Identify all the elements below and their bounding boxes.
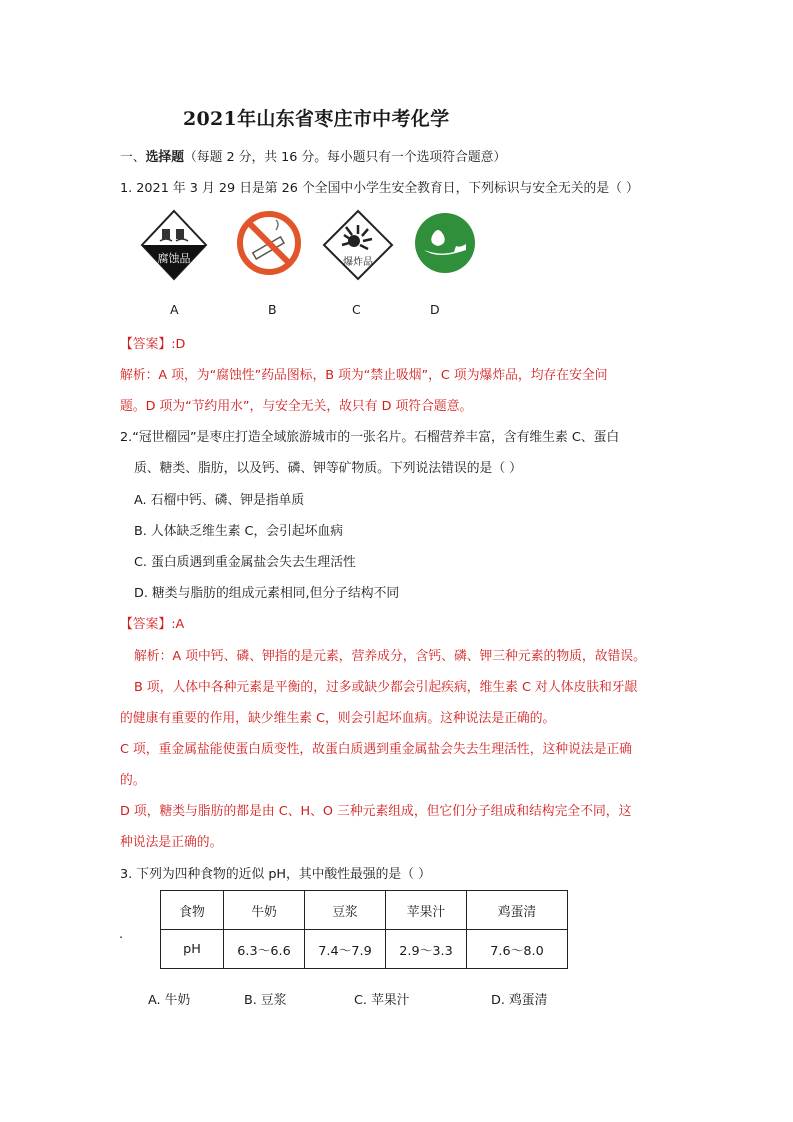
table-cell: pH [161, 930, 224, 969]
q1-analysis-line: 解析：A 项，为“腐蚀性”药品图标，B 项为“禁止吸烟”，C 项为爆炸品，均存在安全问 [120, 368, 608, 383]
q3-stem: 3. 下列为四种食物的近似 pH，其中酸性最强的是（ ） [120, 867, 431, 882]
q2-option-a: A. 石榴中钙、磷、钾是指单质 [134, 493, 305, 508]
q2-option-b: B. 人体缺乏维生素 C，会引起坏血病 [134, 524, 344, 539]
q1-analysis-line: 题。D 项为“节约用水”，与安全无关，故只有 D 项符合题意。 [120, 399, 473, 414]
q3-option-d: D. 鸡蛋清 [491, 993, 548, 1008]
table-row [161, 930, 568, 969]
sign-label-b: B [268, 302, 277, 317]
q3-option-b: B. 豆浆 [244, 993, 287, 1008]
explosive-sign-icon [322, 209, 394, 285]
table-cell: 2.9～3.3 [386, 930, 467, 969]
q1-stem: 1. 2021 年 3 月 29 日是第 26 个全国中小学生安全教育日，下列标识与安全无关的是（ ） [120, 181, 639, 196]
q2-analysis-line: 种说法是正确的。 [120, 835, 223, 850]
q2-answer: 【答案】:A [120, 617, 185, 632]
section-name: 选择题 [145, 150, 184, 165]
q2-analysis-line: 的。 [120, 773, 146, 788]
q2-analysis-line: 的健康有重要的作用，缺少维生素 C，则会引起坏血病。这种说法是正确的。 [120, 711, 556, 726]
q2-analysis-line: C 项，重金属盐能使蛋白质变性，故蛋白质遇到重金属盐会失去生理活性，这种说法是正确 [120, 742, 633, 757]
table-header-cell: 牛奶 [224, 891, 305, 930]
q2-option-c: C. 蛋白质遇到重金属盐会失去生理活性 [134, 555, 356, 570]
no-smoking-sign-icon [236, 210, 302, 280]
section-heading [120, 146, 506, 165]
table-header-cell: 食物 [161, 891, 224, 930]
q2-analysis-line: B 项，人体中各种元素是平衡的，过多或缺少都会引起疾病，维生素 C 对人体皮肤和牙龈 [134, 680, 638, 695]
sign-label-a: A [170, 302, 179, 317]
table-row [161, 891, 568, 930]
q2-analysis-line: D 项，糖类与脂肪的都是由 C、H、O 三种元素组成，但它们分子组成和结构完全不同，这 [120, 804, 632, 819]
table-cell: 7.4～7.9 [305, 930, 386, 969]
q2-analysis-line: 解析：A 项中钙、磷、钾指的是元素，营养成分，含钙、磷、钾三种元素的物质，故错误。 [134, 649, 646, 664]
section-prefix: 一、 [120, 150, 146, 165]
sign-c-text: 爆炸品 [343, 257, 373, 268]
q2-stem-line: 2.“冠世榴园”是枣庄打造全域旅游城市的一张名片。石榴营养丰富，含有维生素 C、蛋白 [120, 430, 620, 445]
q2-stem-line: 质、糖类、脂肪，以及钙、磷、钾等矿物质。下列说法错误的是（ ） [134, 461, 522, 476]
table-header-cell: 鸡蛋清 [467, 891, 568, 930]
q2-option-d: D. 糖类与脂肪的组成元素相同,但分子结构不同 [134, 586, 400, 601]
corrosive-sign-icon [140, 209, 208, 285]
section-note: （每题 2 分，共 16 分。每小题只有一个选项符合题意） [183, 150, 507, 165]
table-header-cell: 豆浆 [305, 891, 386, 930]
sign-a-text: 腐蚀品 [157, 252, 191, 265]
q3-option-c: C. 苹果汁 [354, 993, 410, 1008]
sign-label-d: D [430, 302, 440, 317]
table-header-cell: 苹果汁 [386, 891, 467, 930]
q1-answer: 【答案】:D [120, 337, 186, 352]
water-saving-sign-icon [410, 210, 480, 280]
table-cell: 6.3～6.6 [224, 930, 305, 969]
page-title: 2021年山东省枣庄市中考化学 [183, 108, 450, 130]
table-cell: 7.6～8.0 [467, 930, 568, 969]
q3-dot: . [119, 927, 124, 942]
q3-option-a: A. 牛奶 [148, 993, 191, 1008]
ph-table [160, 890, 568, 969]
sign-label-c: C [352, 302, 361, 317]
